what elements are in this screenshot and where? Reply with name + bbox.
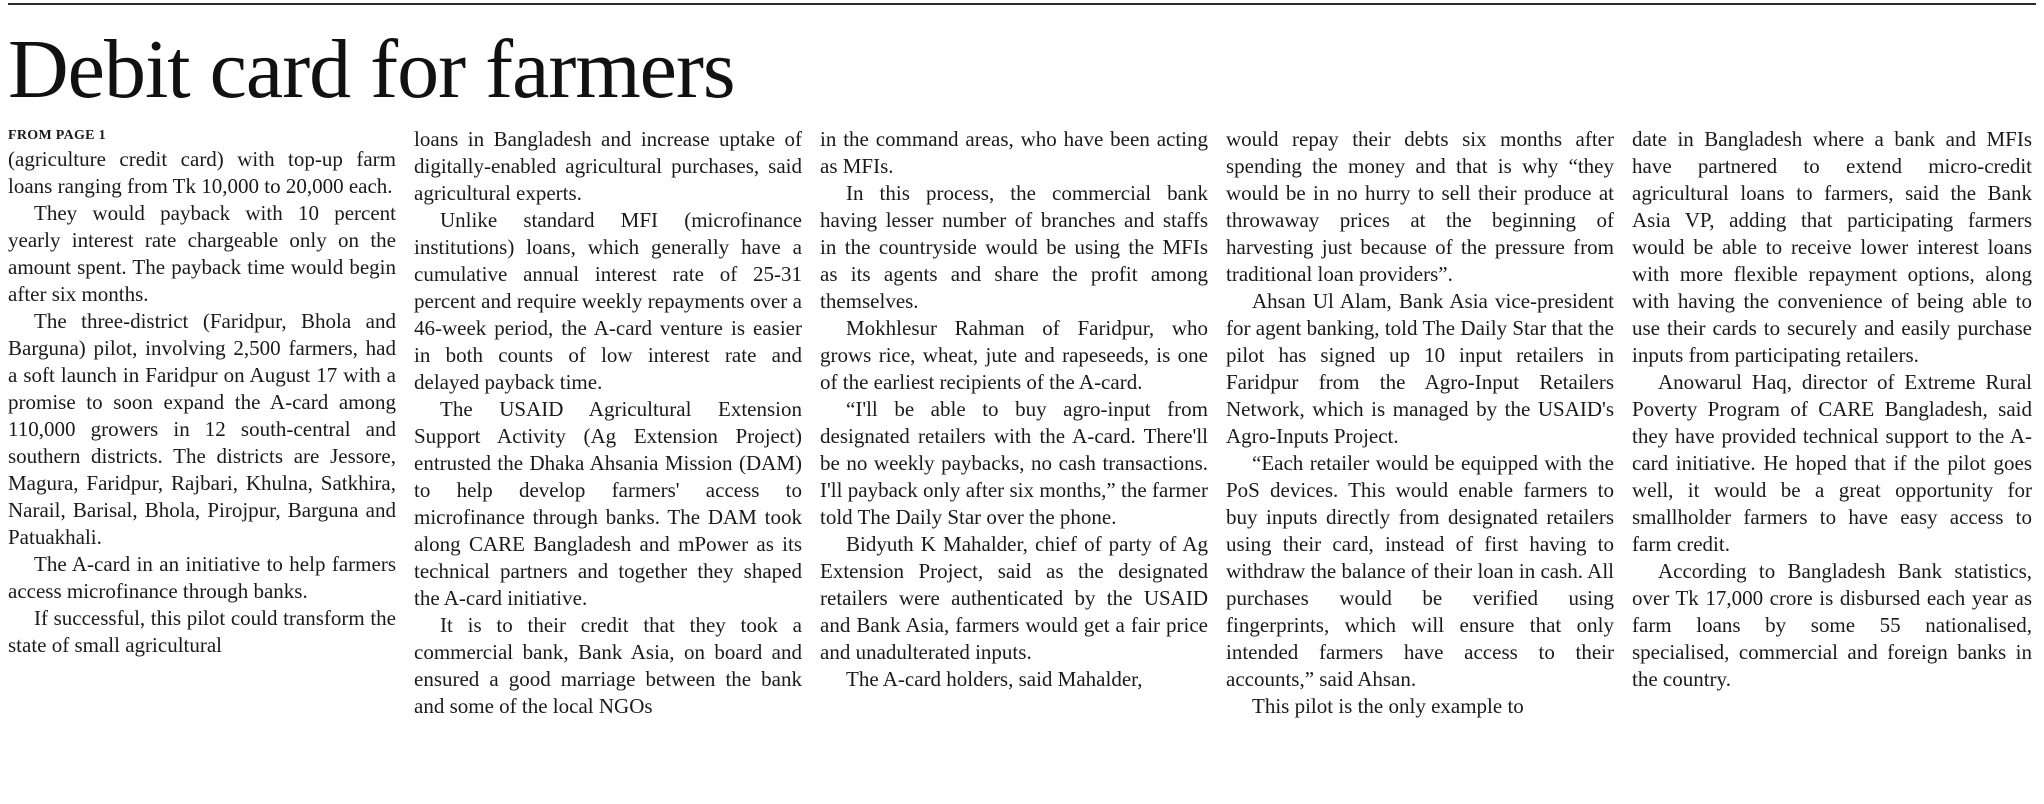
paragraph: in the command areas, who have been acting as MFIs. xyxy=(820,127,1208,178)
dateline: FROM PAGE 1 xyxy=(8,128,106,143)
paragraph: “Each retailer would be equipped with the PoS devices. This would enable farmers to buy inputs directly from designated retailers using their card, instead of first having to withdraw the balance of their loan in cash. All purchases would be verified using fingerprints, which will ensure that only intended farmers have access to their accounts,” said Ahsan. xyxy=(1226,451,1614,691)
paragraph: The A-card holders, said Mahalder, xyxy=(846,667,1143,691)
paragraph: would repay their debts six months after spending the money and that is why “they would be in no hurry to sell their produce at throwaway prices at the beginning of harvesting just because of the pressure from traditional loan providers”. xyxy=(1226,127,1614,286)
top-rule xyxy=(8,3,2036,5)
paragraph: “I'll be able to buy agro-input from designated retailers with the A-card. There'll be no weekly paybacks, no cash transactions. I'll payback only after six months,” the farmer told The Daily Star over the phone. xyxy=(820,397,1208,529)
paragraph: date in Bangladesh where a bank and MFIs have partnered to extend micro-credit agricultural loans to farmers, said the Bank Asia VP, adding that participating farmers would be able to receive lower interest loans with more flexible repayment options, along with having the convenience of being able to use their cards to securely and easily purchase inputs from participating retailers. xyxy=(1632,127,2032,367)
paragraph: (agriculture credit card) with top-up farm loans ranging from Tk 10,000 to 20,000 each. xyxy=(8,147,396,198)
paragraph: This pilot is the only example to xyxy=(1252,694,1524,718)
text-column-1 xyxy=(8,126,414,802)
text-column-4 xyxy=(1226,126,1632,802)
paragraph: Bidyuth K Mahalder, chief of party of Ag Extension Project, said as the designated retailers were authenticated by the USAID and Bank Asia, farmers would get a fair price and unadulterated inputs. xyxy=(820,532,1208,664)
article-body xyxy=(8,126,2036,802)
headline: Debit card for farmers xyxy=(8,23,735,116)
paragraph: According to Bangladesh Bank statistics, over Tk 17,000 crore is disbursed each year as farm loans by some 55 nationalised, specialised, commercial and foreign banks in the country. xyxy=(1632,559,2032,691)
paragraph: If successful, this pilot could transform the state of small agricultural xyxy=(8,606,396,657)
paragraph: Unlike standard MFI (microfinance institutions) loans, which generally have a cumulative annual interest rate of 25-31 percent and require weekly repayments over a 46-week period, the A-card venture is easier in both counts of low interest rate and delayed payback time. xyxy=(414,208,802,394)
text-column-2 xyxy=(414,126,820,802)
paragraph: Ahsan Ul Alam, Bank Asia vice-president for agent banking, told The Daily Star that the pilot has signed up 10 input retailers in Faridpur from the Agro-Input Retailers Network, which is managed by the USAID's Agro-Inputs Project. xyxy=(1226,289,1614,448)
paragraph: The USAID Agricultural Extension Support Activity (Ag Extension Project) entrusted the Dhaka Ahsania Mission (DAM) to help develop farmers' access to microfinance through banks. The DAM took along CARE Bangladesh and mPower as its technical partners and together they shaped the A-card initiative. xyxy=(414,397,802,610)
text-column-5 xyxy=(1632,126,2032,802)
text-column-3 xyxy=(820,126,1226,802)
paragraph: Mokhlesur Rahman of Faridpur, who grows rice, wheat, jute and rapeseeds, is one of the earliest recipients of the A-card. xyxy=(820,316,1208,394)
paragraph: It is to their credit that they took a commercial bank, Bank Asia, on board and ensured a good marriage between the bank and some of the local NGOs xyxy=(414,613,802,718)
paragraph: loans in Bangladesh and increase uptake of digitally-enabled agricultural purchases, said agricultural experts. xyxy=(414,127,802,205)
paragraph: In this process, the commercial bank having lesser number of branches and staffs in the countryside would be using the MFIs as its agents and share the profit among themselves. xyxy=(820,181,1208,313)
paragraph: They would payback with 10 percent yearly interest rate chargeable only on the amount spent. The payback time would begin after six months. xyxy=(8,201,396,306)
paragraph: The A-card in an initiative to help farmers access microfinance through banks. xyxy=(8,552,396,603)
paragraph: The three-district (Faridpur, Bhola and Barguna) pilot, involving 2,500 farmers, had a soft launch in Faridpur on August 17 with a promise to soon expand the A-card among 110,000 growers in 12 south-central and southern districts. The districts are Jessore, Magura, Faridpur, Rajbari, Khulna, Satkhira, Narail, Barisal, Bhola, Pirojpur, Barguna and Patuakhali. xyxy=(8,309,396,549)
paragraph: Anowarul Haq, director of Extreme Rural Poverty Program of CARE Bangladesh, said they have provided technical support to the A-card initiative. He hoped that if the pilot goes well, it would be a great opportunity for smallholder farmers to have easy access to farm credit. xyxy=(1632,370,2032,556)
